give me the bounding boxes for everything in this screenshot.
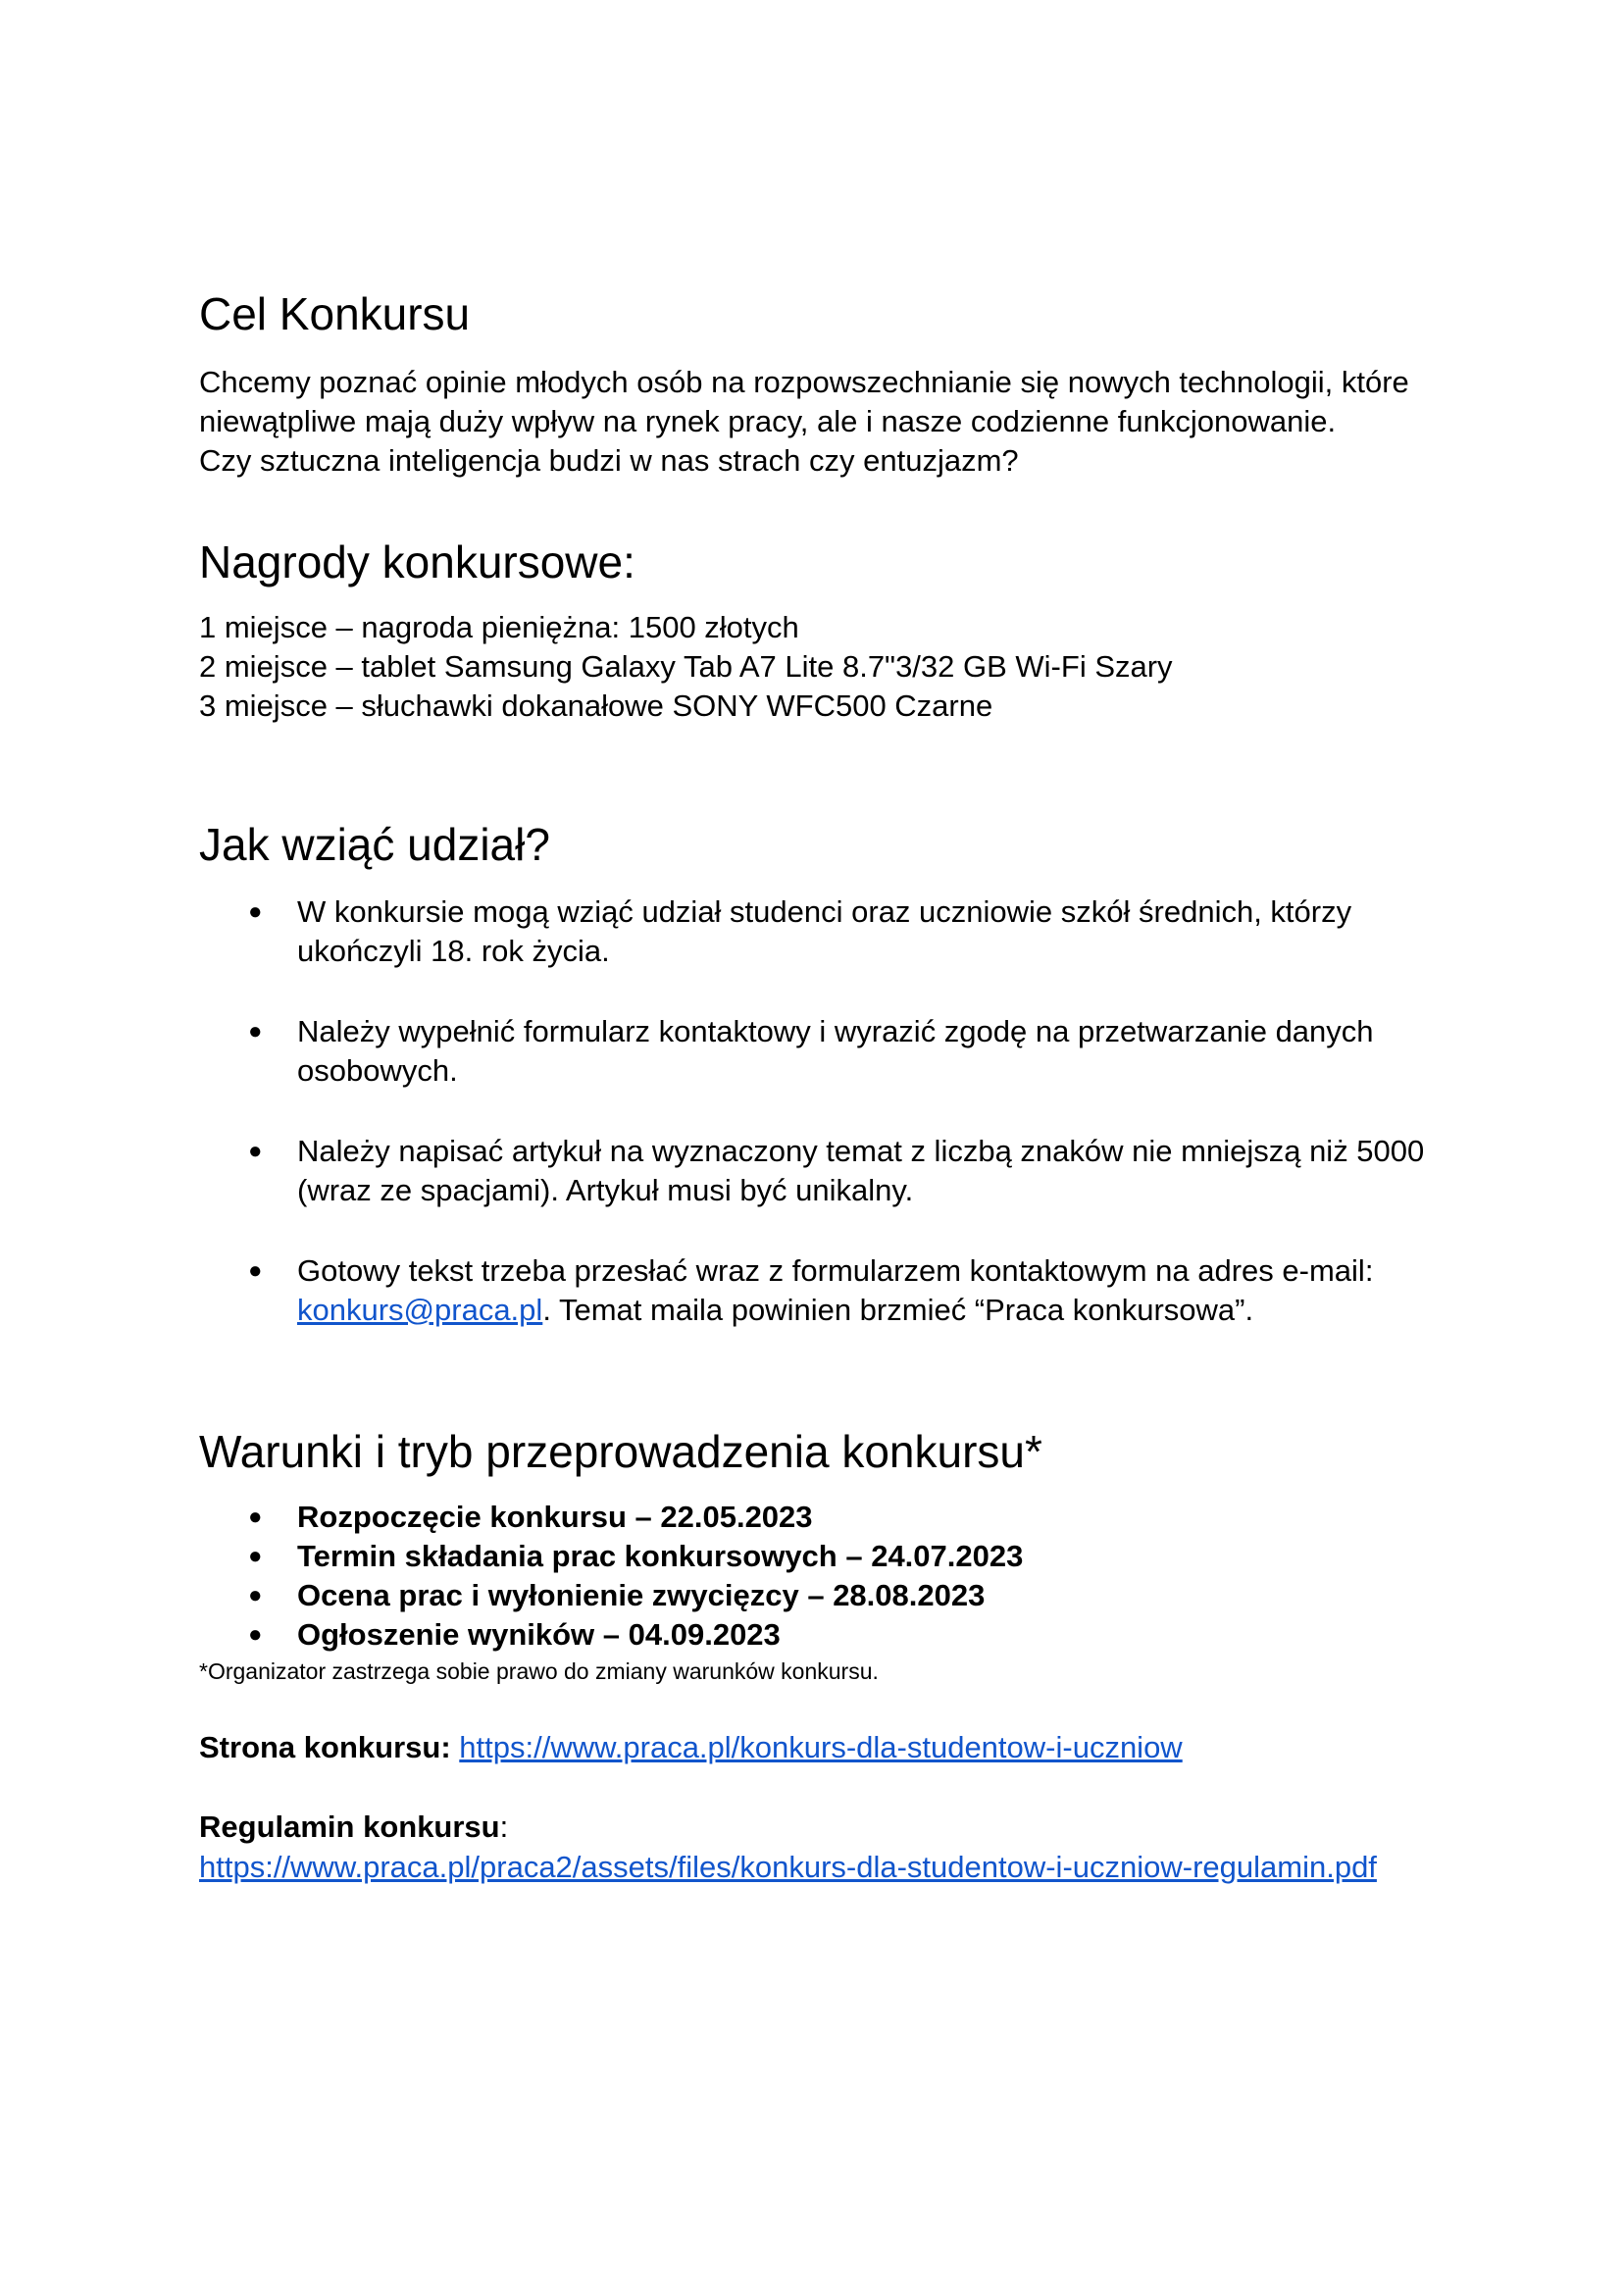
- list-item: [199, 892, 1424, 971]
- list-item: [199, 1132, 1424, 1210]
- list-item: [199, 1012, 1424, 1091]
- condition-text: Termin składania prac konkursowych – 24.07.2023: [297, 1539, 1024, 1573]
- condition-text: Rozpoczęcie konkursu – 22.05.2023: [297, 1500, 813, 1534]
- bullet-icon: ●: [248, 1621, 263, 1648]
- participation-list: [199, 892, 1424, 1371]
- rules-link[interactable]: https://www.praca.pl/praca2/assets/files/konkurs-dla-studentow-i-uczniow-regulamin.pdf: [199, 1850, 1377, 1884]
- conditions-note: *Organizator zastrzega sobie prawo do zmiany warunków konkursu.: [199, 1658, 879, 1684]
- list-item: [199, 1576, 1023, 1615]
- list-item: [199, 1615, 1023, 1655]
- prizes-list: [199, 608, 1173, 726]
- prize-item: 1 miejsce – nagroda pieniężna: 1500 złotych: [199, 610, 799, 644]
- conditions-list: [199, 1498, 1023, 1655]
- condition-text: Ocena prac i wyłonienie zwycięzcy – 28.08.2023: [297, 1578, 986, 1612]
- email-link[interactable]: konkurs@praca.pl: [297, 1293, 543, 1327]
- bullet-text: . Temat maila powinien brzmieć “Praca konkursowa”.: [542, 1293, 1254, 1327]
- bullet-text: Należy napisać artykuł na wyznaczony temat z liczbą znaków nie mniejszą niż 5000: [297, 1134, 1425, 1168]
- bullet-icon: ●: [248, 1582, 263, 1608]
- goal-line: niewątpliwe mają duży wpływ na rynek pracy, ale i nasze codzienne funkcjonowanie.: [199, 404, 1337, 438]
- bullet-text: (wraz ze spacjami). Artykuł musi być unikalny.: [297, 1173, 914, 1207]
- bullet-icon: ●: [248, 1138, 263, 1164]
- bullet-text: W konkursie mogą wziąć udział studenci oraz uczniowie szkół średnich, którzy: [297, 894, 1352, 929]
- site-line: [199, 1728, 1183, 1767]
- bullet-text: Gotowy tekst trzeba przesłać wraz z formularzem kontaktowym na adres e-mail:: [297, 1253, 1374, 1288]
- rules-line: [199, 1808, 508, 1847]
- prize-item: 2 miejsce – tablet Samsung Galaxy Tab A7 Lite 8.7"3/32 GB Wi-Fi Szary: [199, 649, 1173, 684]
- bullet-icon: ●: [248, 1257, 263, 1284]
- condition-text: Ogłoszenie wyników – 04.09.2023: [297, 1617, 781, 1652]
- heading-goal: Cel Konkursu: [199, 288, 471, 339]
- heading-participation: Jak wziąć udział?: [199, 819, 550, 870]
- goal-line: Czy sztuczna inteligencja budzi w nas strach czy entuzjazm?: [199, 443, 1019, 478]
- site-label: Strona konkursu:: [199, 1730, 451, 1764]
- list-item: [199, 1537, 1023, 1576]
- heading-prizes: Nagrody konkursowe:: [199, 536, 635, 587]
- list-item: [199, 1498, 1023, 1537]
- rules-label: Regulamin konkursu: [199, 1810, 500, 1844]
- bullet-text: Należy wypełnić formularz kontaktowy i wyrazić zgodę na przetwarzanie danych: [297, 1014, 1374, 1048]
- bullet-text: osobowych.: [297, 1053, 458, 1088]
- rules-url-line: [199, 1848, 1377, 1887]
- bullet-icon: ●: [248, 1504, 263, 1530]
- bullet-icon: ●: [248, 1018, 263, 1045]
- bullet-icon: ●: [248, 1543, 263, 1569]
- site-link[interactable]: https://www.praca.pl/konkurs-dla-studentow-i-uczniow: [459, 1730, 1183, 1764]
- goal-paragraph: [199, 363, 1409, 481]
- list-item: [199, 1251, 1424, 1330]
- bullet-text: ukończyli 18. rok życia.: [297, 934, 610, 968]
- goal-line: Chcemy poznać opinie młodych osób na rozpowszechnianie się nowych technologii, które: [199, 365, 1409, 399]
- bullet-icon: ●: [248, 898, 263, 925]
- rules-colon: :: [499, 1810, 509, 1844]
- prize-item: 3 miejsce – słuchawki dokanałowe SONY WFC500 Czarne: [199, 688, 993, 723]
- heading-conditions: Warunki i tryb przeprowadzenia konkursu*: [199, 1426, 1042, 1477]
